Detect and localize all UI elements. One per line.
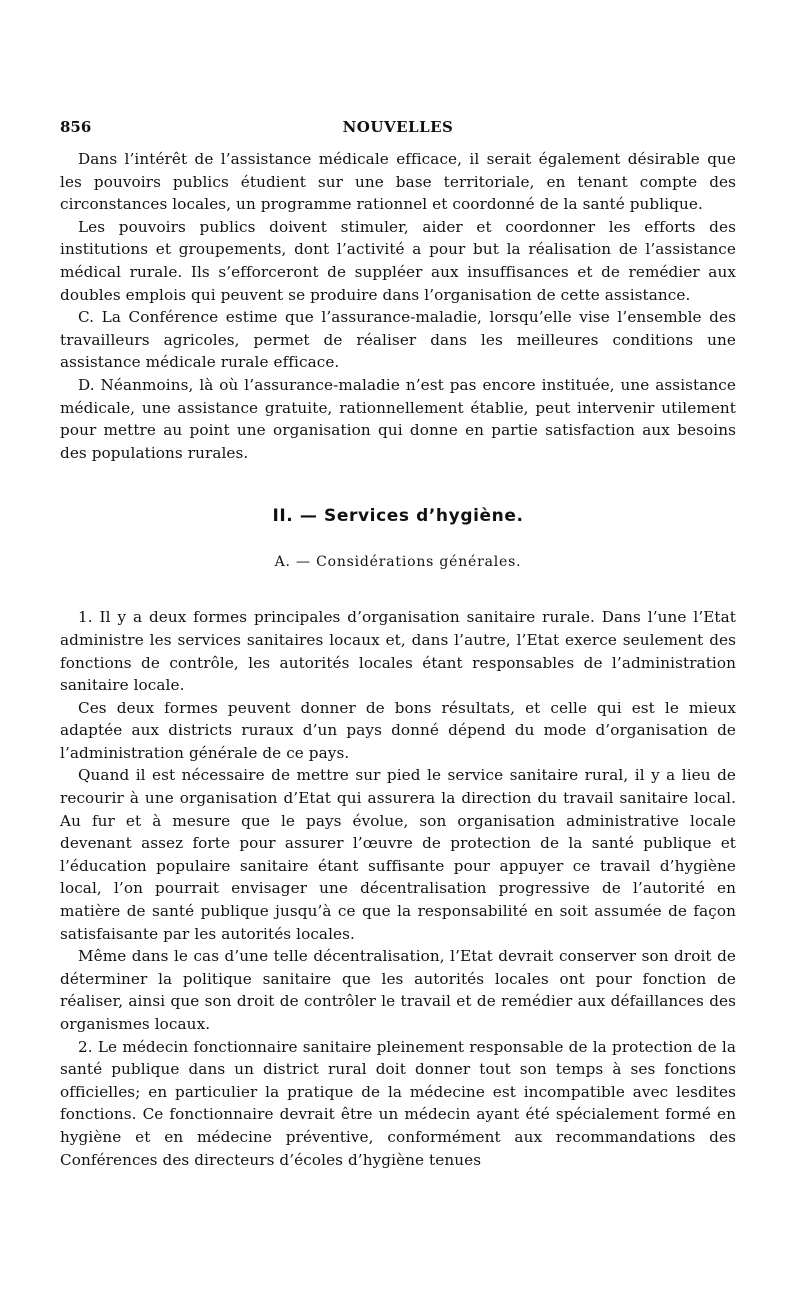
paragraph: Quand il est nécessaire de mettre sur pied le service sanitaire rural, il y a lieu de recourir à une organisation d’Etat qui assurera la direction du travail sanitaire local. Au fur et à mesure que le pays évolue, son organisation administrative locale devenant assez forte pour assurer l’œuvre de protection de la santé publique et l’éducation populaire sanitaire étant suffisante pour appuyer ce travail d’hygiène local, l’on pourrait envisager une décentralisation progressive de l’autorité en matière de santé publique jusqu’à ce que la responsabilité en soit assumée de façon satisfaisante par les autorités locales. [60,766,736,943]
paragraph: D. Néanmoins, là où l’assurance-maladie n’est pas encore instituée, une assistance médicale, une assistance gratuite, rationnellement établie, peut intervenir utilement pour mettre au point une organisation qui donne en partie satisfaction aux besoins des populations rurales. [60,375,736,462]
body-section [60,606,736,1171]
paragraph: C. La Conférence estime que l’assurance-maladie, lorsqu’elle vise l’ensemble des travailleurs agricoles, permet de réaliser dans les meilleures conditions une assistance médicale rurale efficace. [60,308,736,372]
document-page [60,118,736,1171]
page-number: 856 [60,118,92,136]
paragraph: Même dans le cas d’une telle décentralisation, l’Etat devrait conserver son droit de déterminer la politique sanitaire que les autorités locales ont pour fonction de réaliser, ainsi que son droit de contrôler le travail et de remédier aux défaillances des organismes locaux. [60,947,736,1033]
intro-section [60,148,736,464]
paragraph: Dans l’intérêt de l’assistance médicale efficace, il serait également désirable que les pouvoirs publics étudient sur une base territoriale, en tenant compte des circonstances locales, un programme rationnel et coordonné de la santé publique. [60,150,736,214]
subsection-title: A. — Considérations générales. [274,554,522,571]
paragraph: 2. Le médecin fonctionnaire sanitaire pleinement responsable de la protection de la santé publique dans un district rural doit donner tout son temps à ses fonctions officielles; en particulier la pratique de la médecine est incompatible avec lesdites fonctions. Ce fonctionnaire devrait être un médecin ayant été spécialement formé en hygiène et en médecine préventive, conformément aux recommandations des Conférences des directeurs d’écoles d’hygiène tenues [60,1037,736,1169]
paragraph: 1. Il y a deux formes principales d’organisation sanitaire rurale. Dans l’une l’Etat administre les services sanitaires locaux et, dans l’autre, l’Etat exerce seulement des fonctions de contrôle, les autorités locales étant responsables de l’administration sanitaire locale. [60,608,736,695]
paragraph: Ces deux formes peuvent donner de bons résultats, et celle qui est le mieux adaptée aux districts ruraux d’un pays donné dépend du mode d’organisation de l’administration générale de ce pays. [60,698,736,762]
section-title: II. — Services d’hygiène. [272,506,524,527]
running-head: NOUVELLES [342,118,454,136]
paragraph: Les pouvoirs publics doivent stimuler, aider et coordonner les efforts des institutions et groupements, dont l’activité a pour but la réalisation de l’assistance médical rurale. Ils s’efforceront de suppléer aux insuffisances et de remédier aux doubles emplois qui peuvent se produire dans l’organisation de cette assistance. [60,217,736,304]
page-header [60,118,736,148]
